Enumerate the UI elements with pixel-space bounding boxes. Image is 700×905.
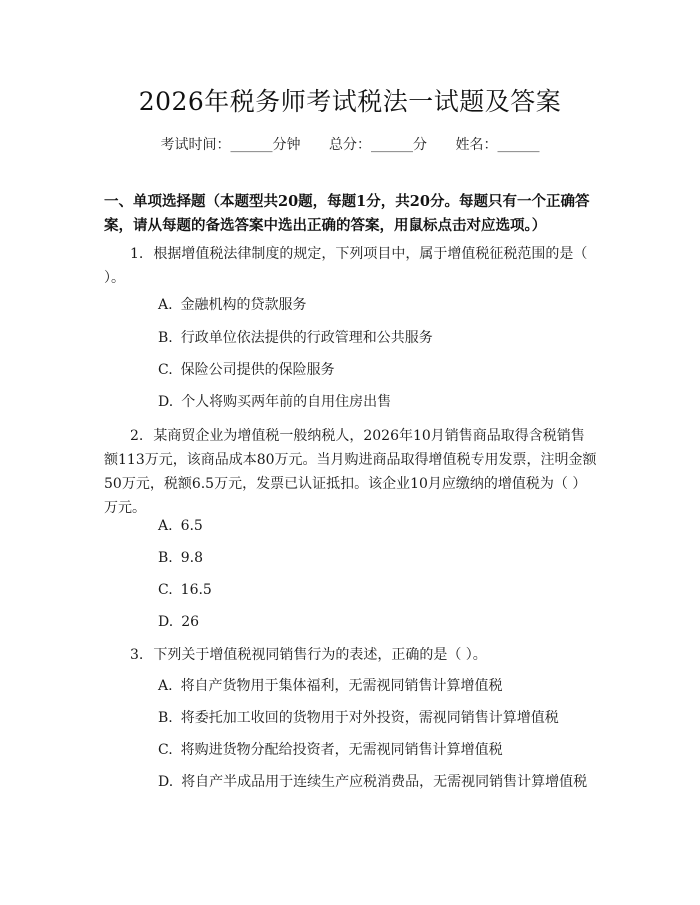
question-1 <box>104 242 598 290</box>
question-3-option-d[interactable] <box>158 772 587 792</box>
option-letter: A. <box>158 297 173 313</box>
option-text: 将自产半成品用于连续生产应税消费品，无需视同销售计算增值税 <box>181 774 588 790</box>
option-text: 6.5 <box>180 518 203 534</box>
option-letter: D. <box>158 774 174 790</box>
question-2-option-a[interactable] <box>158 516 203 536</box>
option-text: 保险公司提供的保险服务 <box>180 362 335 378</box>
question-3 <box>104 643 598 667</box>
question-2-option-c[interactable] <box>158 580 212 600</box>
option-letter: C. <box>158 742 173 758</box>
question-text: 某商贸企业为增值税一般纳税人，2026年10月销售商品取得含税销售额113万元，该商品成本80万元。当月购进商品取得增值税专用发票，注明金额50万元，税额6.5万元，发票已认证抵扣。该企业10月应缴纳的增值税为（ ）万元。 <box>104 428 597 516</box>
option-text: 将委托加工收回的货物用于对外投资，需视同销售计算增值税 <box>180 710 559 726</box>
option-letter: B. <box>158 710 173 726</box>
option-text: 将购进货物分配给投资者，无需视同销售计算增值税 <box>180 742 503 758</box>
total-score-field: 总分：______分 <box>329 137 427 153</box>
option-letter: B. <box>158 550 173 566</box>
question-1-option-a[interactable] <box>158 295 307 315</box>
option-text: 26 <box>181 614 200 630</box>
question-number: 1. <box>130 246 144 262</box>
exam-time-field: 考试时间：______分钟 <box>160 137 301 153</box>
exam-meta-line <box>0 134 700 154</box>
question-3-option-b[interactable] <box>158 708 559 728</box>
page-title: 2026年税务师考试税法一试题及答案 <box>138 87 562 116</box>
question-number: 3. <box>130 647 144 663</box>
question-2 <box>104 424 598 520</box>
option-text: 将自产货物用于集体福利，无需视同销售计算增值税 <box>180 678 503 694</box>
question-1-option-b[interactable] <box>158 328 433 348</box>
question-text: 下列关于增值税视同销售行为的表述，正确的是（ ）。 <box>153 647 487 663</box>
question-1-option-d[interactable] <box>158 392 391 412</box>
question-number: 2. <box>130 428 144 444</box>
option-text: 9.8 <box>180 550 204 566</box>
question-3-option-a[interactable] <box>158 676 503 696</box>
option-text: 行政单位依法提供的行政管理和公共服务 <box>180 330 433 346</box>
question-2-option-b[interactable] <box>158 548 203 568</box>
question-2-option-d[interactable] <box>158 612 199 632</box>
option-text: 个人将购买两年前的自用住房出售 <box>181 394 392 410</box>
option-letter: C. <box>158 362 173 378</box>
section-heading: 一、单项选择题（本题型共20题，每题1分，共20分。每题只有一个正确答案，请从每题的备选答案中选出正确的答案，用鼠标点击对应选项。） <box>104 193 590 234</box>
option-letter: A. <box>158 518 173 534</box>
option-letter: C. <box>158 582 173 598</box>
option-letter: B. <box>158 330 173 346</box>
option-letter: D. <box>158 614 174 630</box>
option-text: 金融机构的贷款服务 <box>180 297 307 313</box>
option-letter: D. <box>158 394 174 410</box>
name-field: 姓名：______ <box>455 137 540 153</box>
question-3-option-c[interactable] <box>158 740 503 760</box>
question-1-option-c[interactable] <box>158 360 335 380</box>
option-letter: A. <box>158 678 173 694</box>
option-text: 16.5 <box>180 582 212 598</box>
question-text: 根据增值税法律制度的规定，下列项目中，属于增值税征税范围的是（ ）。 <box>104 246 588 286</box>
